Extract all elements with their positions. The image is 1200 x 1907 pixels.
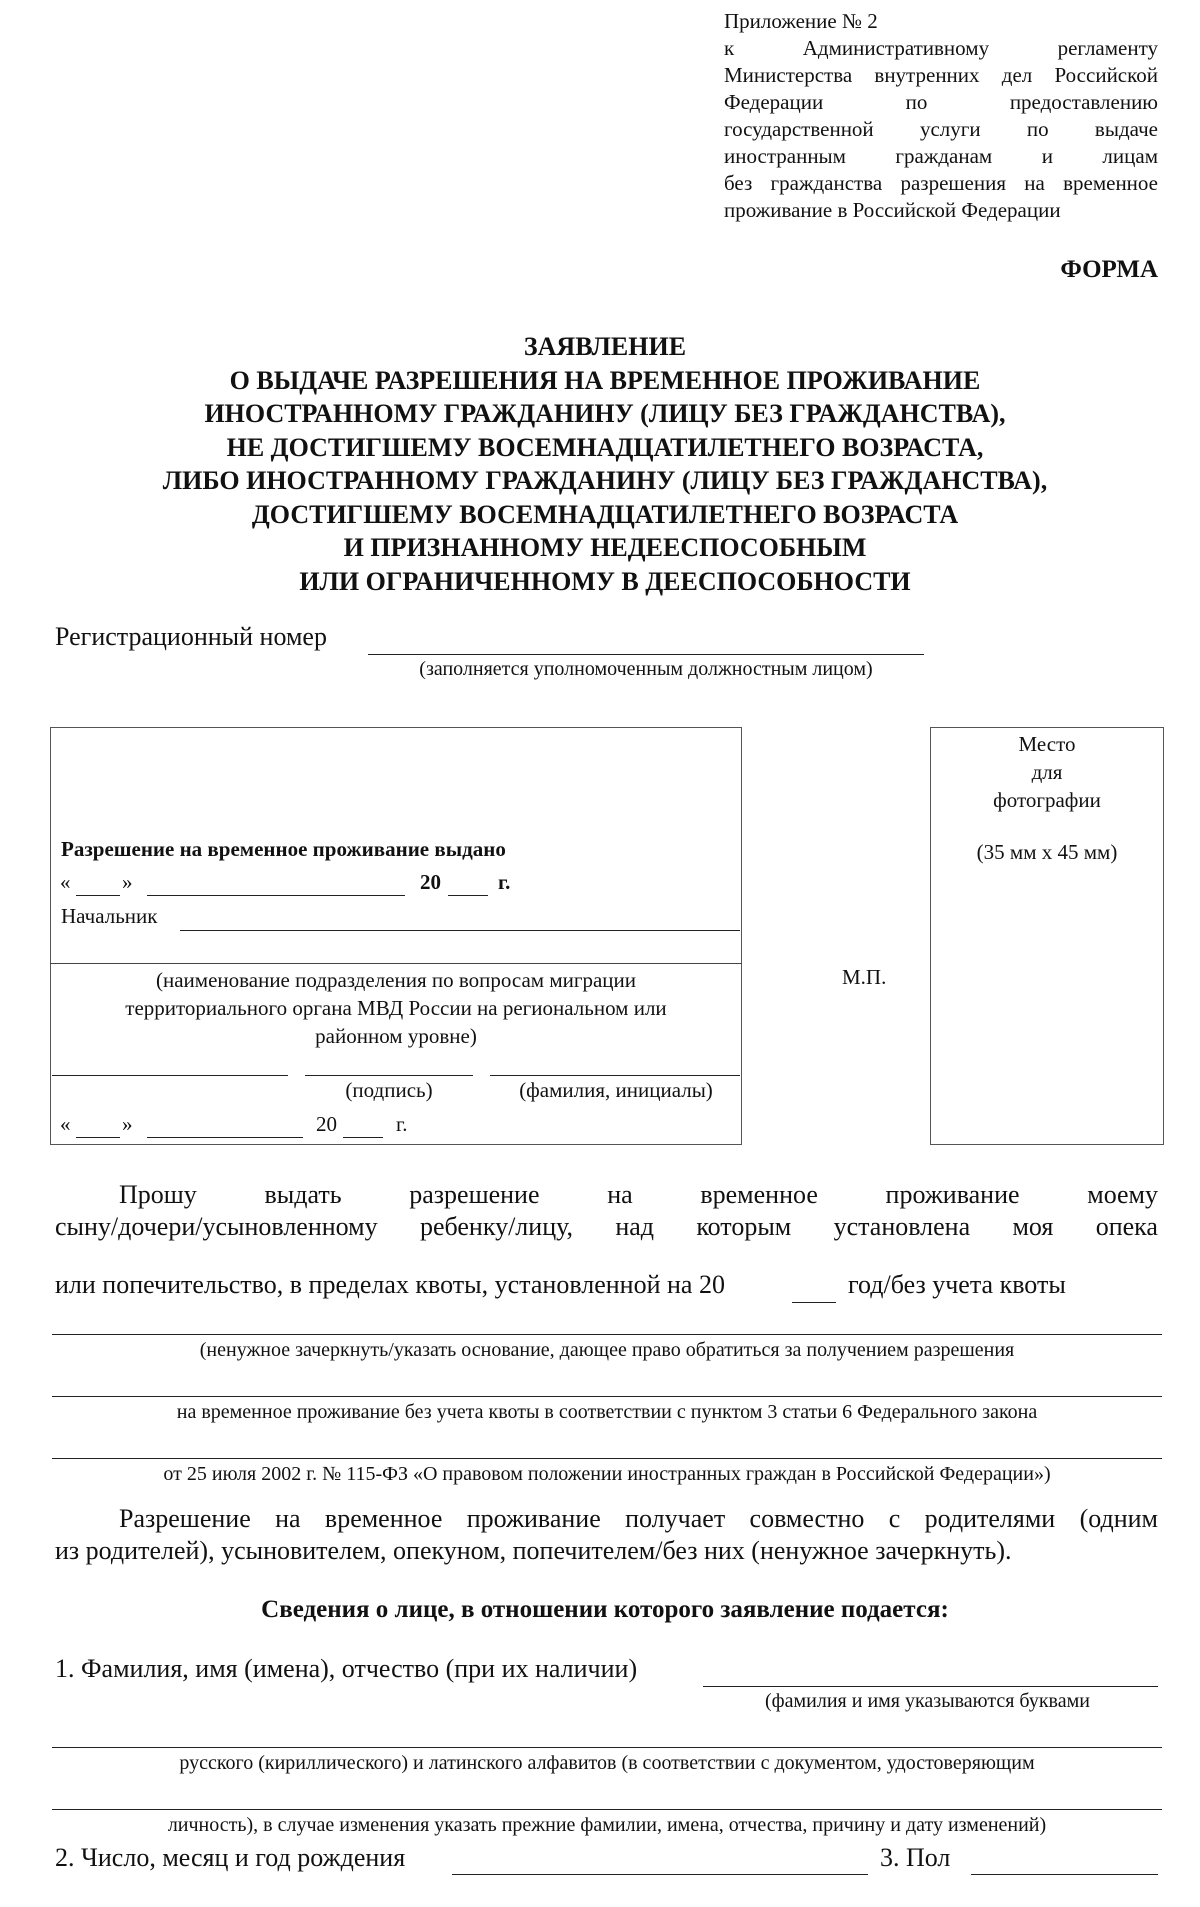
name-initials-note: (фамилия, инициалы) — [519, 1078, 713, 1102]
full-name-note-1: (фамилия и имя указываются буквами — [765, 1690, 1090, 1712]
document-title — [0, 330, 1200, 598]
box-divider — [50, 963, 742, 964]
appendix-line: Федерации по предоставлению — [724, 90, 1158, 114]
signature-note: (подпись) — [345, 1078, 433, 1102]
photo-label-line: для — [1031, 760, 1063, 784]
title-line: ИНОСТРАННОМУ ГРАЖДАНИНУ (ЛИЦУ БЕЗ ГРАЖДАНСТВА), — [204, 399, 1006, 428]
department-note — [50, 966, 742, 1050]
full-name-note-3: личность), в случае изменения указать прежние фамилии, имена, отчества, причину и дату изменений) — [167, 1814, 1047, 1836]
registration-label: Регистрационный номер — [55, 622, 327, 651]
joint-line-2: из родителей), усыновителем, опекуном, попечителем/без них (ненужное зачеркнуть). — [55, 1536, 1012, 1565]
birth-date-field[interactable] — [452, 1874, 868, 1875]
issue-day-field[interactable] — [76, 895, 120, 896]
year-suffix-2: г. — [396, 1112, 408, 1136]
section-heading: Сведения о лице, в отношении которого заявление подается: — [261, 1596, 949, 1623]
sex-label: 3. Пол — [880, 1843, 951, 1872]
title-line: ЛИБО ИНОСТРАННОМУ ГРАЖДАНИНУ (ЛИЦУ БЕЗ ГРАЖДАНСТВА), — [162, 466, 1048, 495]
sex-field[interactable] — [971, 1874, 1158, 1875]
title-line: О ВЫДАЧЕ РАЗРЕШЕНИЯ НА ВРЕМЕННОЕ ПРОЖИВАНИЕ — [229, 365, 981, 395]
photo-label-line: фотографии — [993, 788, 1101, 812]
quota-year-field[interactable] — [792, 1302, 836, 1303]
request-line-1 — [55, 1180, 1158, 1210]
basis-field-3[interactable] — [52, 1458, 1162, 1459]
photo-size: (35 мм х 45 мм) — [976, 840, 1118, 864]
photo-label — [930, 730, 1164, 814]
request-word: на — [607, 1180, 633, 1209]
quote-close: » — [122, 870, 133, 894]
full-name-field[interactable] — [703, 1686, 1158, 1687]
title-line: ЗАЯВЛЕНИЕ — [523, 332, 687, 361]
registration-number-field[interactable] — [368, 654, 924, 655]
form-label: ФОРМА — [1060, 256, 1158, 283]
request-word: ребенку/лицу, — [419, 1212, 574, 1241]
full-name-note-2: русского (кириллического) и латинского алфавитов (в соответствии с документом, удостоверяющим — [179, 1752, 1035, 1774]
name-initials-field[interactable] — [490, 1075, 740, 1076]
appendix-line: Приложение № 2 — [724, 9, 878, 33]
signature-field-left[interactable] — [52, 1075, 288, 1076]
full-name-field-2[interactable] — [52, 1747, 1162, 1748]
department-note-line: районном уровне) — [315, 1024, 477, 1048]
request-word: моя — [1012, 1212, 1054, 1241]
request-word: установлена — [833, 1212, 971, 1241]
permit-issued-label: Разрешение на временное проживание выдано — [61, 837, 506, 861]
request-line-3-tail: год/без учета квоты — [848, 1270, 1066, 1299]
quote-open-2: « — [60, 1112, 71, 1136]
full-name-field-3[interactable] — [52, 1809, 1162, 1810]
appendix-line: без гражданства разрешения на временное — [724, 171, 1158, 195]
title-line: НЕ ДОСТИГШЕМУ ВОСЕМНАДЦАТИЛЕТНЕГО ВОЗРАСТА, — [226, 432, 984, 462]
appendix-line: государственной услуги по выдаче — [724, 117, 1158, 141]
request-line-3: или попечительство, в пределах квоты, установленной на 20 — [55, 1270, 725, 1299]
birth-date-label: 2. Число, месяц и год рождения — [55, 1843, 406, 1872]
request-word: сыну/дочери/усыновленному — [55, 1212, 378, 1241]
request-word: выдать — [264, 1180, 342, 1209]
year-prefix-2: 20 — [316, 1112, 337, 1136]
title-line: ИЛИ ОГРАНИЧЕННОМУ В ДЕЕСПОСОБНОСТИ — [299, 566, 911, 596]
photo-label-line: Место — [1018, 732, 1076, 756]
signature-field[interactable] — [305, 1075, 473, 1076]
chief-field[interactable] — [180, 930, 740, 931]
appendix-header — [724, 8, 1158, 224]
request-word: временное — [700, 1180, 818, 1209]
title-line: И ПРИЗНАННОМУ НЕДЕЕСПОСОБНЫМ — [343, 533, 867, 562]
quote-open: « — [60, 870, 71, 894]
chief-label: Начальник — [61, 904, 158, 928]
request-word: проживание — [885, 1180, 1020, 1209]
department-note-line: территориального органа МВД России на региональном или — [125, 996, 667, 1020]
request-word: над — [615, 1212, 655, 1241]
basis-note-3: от 25 июля 2002 г. № 115-ФЗ «О правовом положении иностранных граждан в Российской Федерации») — [163, 1463, 1051, 1485]
registration-note: (заполняется уполномоченным должностным лицом) — [419, 658, 873, 680]
basis-note-2: на временное проживание без учета квоты в соответствии с пунктом 3 статьи 6 Федерального закона — [176, 1401, 1038, 1423]
appendix-line: иностранным гражданам и лицам — [724, 144, 1158, 168]
joint-line-1: Разрешение на временное проживание получает совместно с родителями (одним — [119, 1504, 1158, 1533]
year-prefix: 20 — [420, 870, 441, 894]
issue-month-field[interactable] — [147, 895, 405, 896]
request-word: разрешение — [409, 1180, 540, 1209]
request-word: которым — [696, 1212, 792, 1241]
sign-month-field[interactable] — [147, 1137, 303, 1138]
request-word: опека — [1095, 1212, 1158, 1241]
sign-day-field[interactable] — [76, 1137, 120, 1138]
full-name-label: 1. Фамилия, имя (имена), отчество (при их наличии) — [55, 1654, 638, 1683]
sign-year-field[interactable] — [343, 1137, 383, 1138]
appendix-line: к Административному регламенту — [724, 36, 1158, 60]
basis-field-2[interactable] — [52, 1396, 1162, 1397]
year-suffix: г. — [498, 870, 511, 894]
basis-note-1: (ненужное зачеркнуть/указать основание, дающее право обратиться за получением разрешения — [199, 1339, 1015, 1361]
title-line: ДОСТИГШЕМУ ВОСЕМНАДЦАТИЛЕТНЕГО ВОЗРАСТА — [251, 499, 959, 529]
department-note-line: (наименование подразделения по вопросам миграции — [155, 968, 637, 992]
appendix-line: проживание в Российской Федерации — [724, 198, 1061, 222]
basis-field-1[interactable] — [52, 1334, 1162, 1335]
request-line-2 — [55, 1212, 1158, 1242]
request-word: моему — [1087, 1180, 1158, 1209]
issue-year-field[interactable] — [448, 895, 488, 896]
stamp-place-label: М.П. — [842, 965, 887, 989]
request-word: Прошу — [119, 1180, 197, 1209]
quote-close-2: » — [122, 1112, 133, 1136]
appendix-line: Министерства внутренних дел Российской — [724, 63, 1158, 87]
